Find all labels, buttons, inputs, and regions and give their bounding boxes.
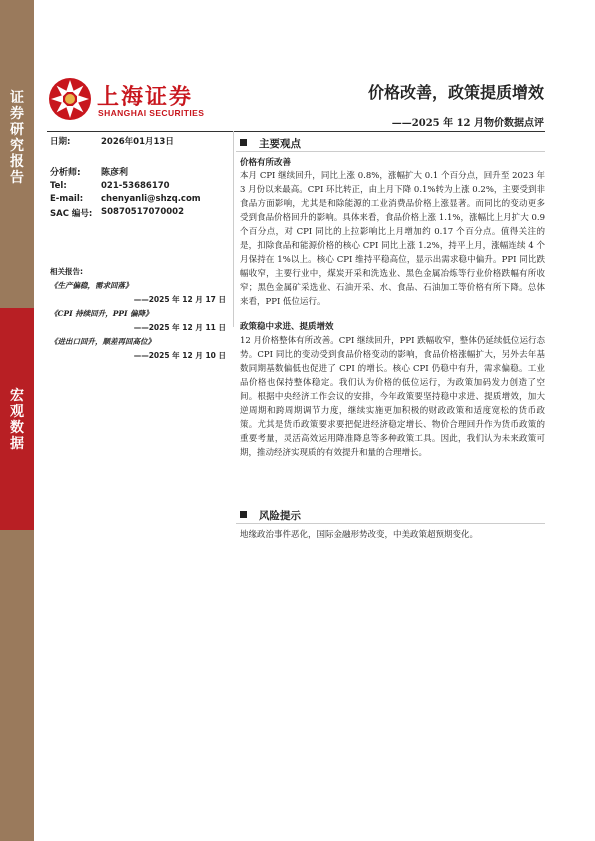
analyst-value: 陈彦利 [101,168,129,178]
shanghai-securities-logo-icon [47,76,93,122]
column-divider [233,131,234,327]
side-stripe [0,0,34,841]
brand-logo [47,76,207,122]
paragraph-price: 本月 CPI 继续回升，同比上涨 0.8%，涨幅扩大 0.1 个百分点，回升至 2023 年 3 月份以来最高。CPI 环比转正，由上月下降 0.1%转为上涨 0.2%，主要受到非食品方面影响，尤其是和除能源的工业消费品价格上涨显著。而同比的变动更多受到食品价格回升的影响。具体来看，食品价格上涨 1.1%，涨幅比上月扩大 0.9 个百分点，对 CPI 同比的上拉影响比上月增加约 0.17 个百分点。值得关注的是，扣除食品和能源价格的核心 CPI 同比上涨 1.2%，持平上月，涨幅连续 4 个月保持在 1%以上。核心 CPI 维持平稳高位，显示出需求稳中偏升。PPI 同比跌幅收窄，主要行业中，煤炭开采和洗选业、黑色金属冶炼等行业价格跌幅有所收窄；黑色金属矿采选业、石油开采、水、食品、石油加工等价格有所下降。总体来看，PPI 低位运行。 [240,171,545,307]
report-subtitle: ——2025 年 12 月物价数据点评 [391,118,544,129]
square-bullet-icon [240,511,247,518]
brand-name-cn: 上海证券 [97,85,194,110]
related-report-date: ——2025 年 12 月 17 日 [133,295,226,304]
tel-value: 021-53686170 [101,181,170,191]
email-label: E-mail: [50,194,84,204]
related-reports-title: 相关报告: [50,267,83,276]
brand-name-en: SHANGHAI SECURITIES [98,108,205,118]
main-points-heading-text: 主要观点 [259,138,301,150]
related-report-title: 《进出口回升，顺差再回高位》 [50,337,155,346]
related-report-title: 《生产偏稳，需求回落》 [50,281,133,290]
date-label: 日期: [50,137,71,147]
date-value: 2026年01月13日 [101,137,174,147]
side-stripe-bottom [0,530,34,841]
sac-label: SAC 编号: [50,209,93,219]
paragraph-policy: 12 月价格整体有所改善。CPI 继续回升，PPI 跌幅收窄，整体仍延续低位运行态势。CPI 同比的变动受到食品价格变动的影响，食品价格涨幅扩大，另外去年基数同期基数偏低也促进了 CPI 的增长。核心 CPI 仍稳中有升，需求偏稳。工业品价格也保持整体稳定。我们认为价格的低位运行，为政策加码发力创造了空间。根据中央经济工作会议的安排，今年政策要坚持稳中求进、提质增效，加大逆周期和跨周期调节力度，继续实施更加积极的财政政策和适度宽松的货币政策。尤其是货币政策要求要把促进经济稳定增长、物价合理回升作为货币政策的重要考量，灵活高效运用降准降息等多种政策工具。因此，我们认为未来政策可期，推动经济实现质的有效提升和量的合理增长。 [240,336,545,458]
risk-divider [236,523,545,524]
tel-label: Tel: [50,181,67,191]
main-points-heading [240,136,301,151]
sub-title-policy: 政策稳中求进、提质增效 [240,322,334,332]
side-label-report-type: 证券研究报告 [10,90,24,186]
related-report-title: 《CPI 持续回升，PPI 偏降》 [50,309,153,318]
email-value[interactable]: chenyanli@shzq.com [101,194,201,204]
sac-value: S0870517070002 [101,207,185,217]
related-report-date: ——2025 年 12 月 10 日 [133,351,226,360]
sub-title-price: 价格有所改善 [240,158,292,168]
risk-heading [240,508,301,523]
related-report-date: ——2025 年 12 月 11 日 [133,323,226,332]
risk-text: 地缘政治事件恶化，国际金融形势改变，中美政策超预期变化。 [240,530,479,540]
square-bullet-icon [240,139,247,146]
side-label-category: 宏观数据 [10,388,24,452]
main-points-divider [236,151,545,152]
analyst-label: 分析师: [50,168,81,178]
header-divider [47,131,545,132]
risk-heading-text: 风险提示 [259,510,301,522]
report-title: 价格改善，政策提质增效 [367,83,544,102]
